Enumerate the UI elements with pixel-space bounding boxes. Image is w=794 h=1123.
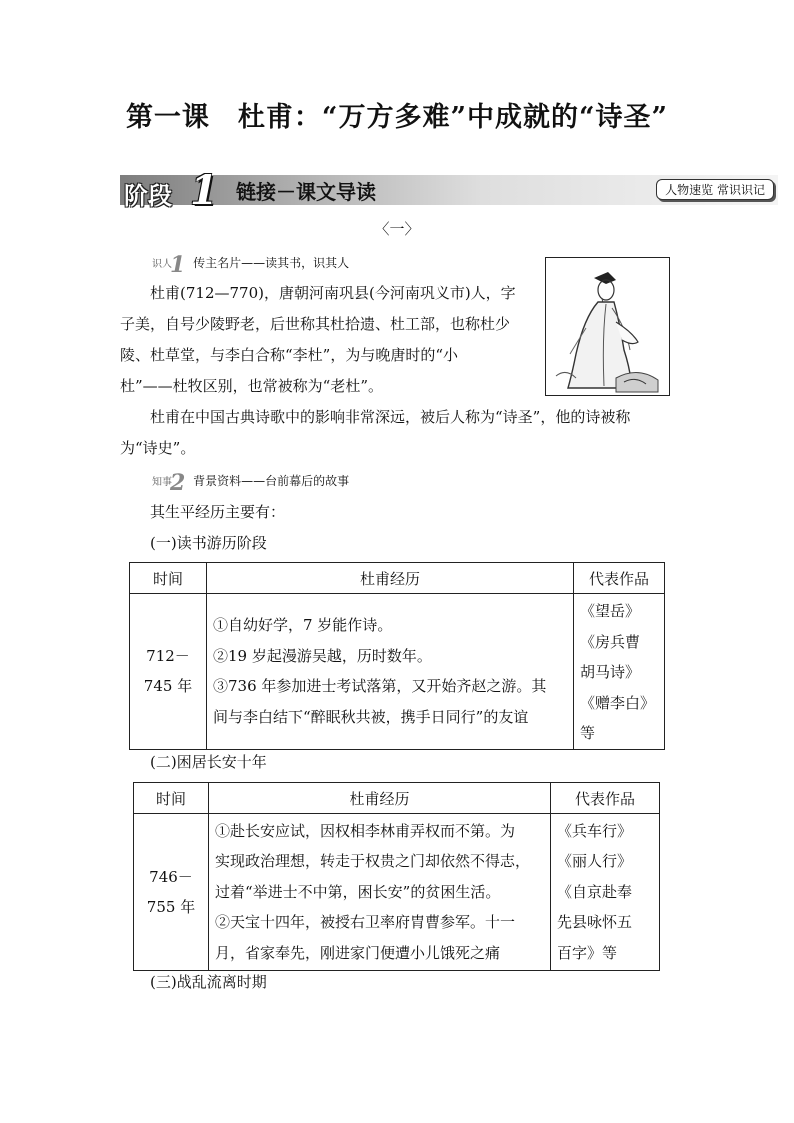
works-line: 《丽人行》: [557, 852, 633, 871]
works-line: 《房兵曹: [580, 632, 641, 651]
works-line: 百字》等: [557, 943, 618, 962]
table-header-works: 代表作品: [574, 563, 665, 594]
section2-mark: [152, 470, 185, 496]
bio-line: 陵、杜草堂，与李白合称“李杜”，为与晚唐时的“小: [120, 346, 459, 364]
experience-line: 过着“举进士不中第，困长安”的贫困生活。: [215, 882, 501, 901]
table-header-time: 时间: [134, 783, 209, 814]
works-line: 《赠李白》: [580, 693, 656, 712]
time-line: 755 年: [146, 898, 196, 916]
works-line: 《兵车行》: [557, 821, 633, 840]
table-header-time: 时间: [130, 563, 207, 594]
experience-cell: [209, 814, 551, 971]
banner-tag: 人物速览 常识识记: [656, 179, 774, 200]
life-intro: 其生平经历主要有：: [150, 503, 286, 521]
bio-line: 杜甫(712—770)，唐朝河南巩县(今河南巩义市)人，字: [150, 284, 516, 302]
time-cell: [134, 814, 209, 971]
influence-line: 为“诗史”。: [120, 439, 196, 457]
section1-mark-num: 1: [170, 252, 186, 278]
works-line: 《自京赴奉: [557, 882, 633, 901]
section2-mark-text: 知事: [152, 477, 172, 488]
stage-badge: [120, 167, 230, 214]
time-line: 745 年: [143, 677, 193, 696]
stage-banner: [120, 167, 780, 214]
life-table-1: [129, 562, 665, 750]
experience-line: 间与李白结下“醉眠秋共被，携手日同行”的友谊: [213, 707, 529, 726]
table-header-row: [134, 783, 660, 814]
table-header-experience: 杜甫经历: [207, 563, 574, 594]
works-line: 胡马诗》: [580, 663, 641, 681]
table-header-works: 代表作品: [551, 783, 660, 814]
works-line: 先县咏怀五: [557, 913, 633, 932]
experience-cell: [207, 594, 574, 750]
stage-word: 阶段: [124, 182, 172, 210]
period3-label: (三)战乱流离时期: [150, 973, 267, 991]
table-header-row: [130, 563, 665, 594]
experience-line: ①赴长安应试，因权相李林甫弄权而不第。为: [215, 821, 516, 840]
section2-mark-num: 2: [170, 470, 186, 496]
experience-line: ②天宝十四年，被授右卫率府胄曹参军。十一: [215, 913, 516, 932]
time-line: 746－: [149, 867, 193, 886]
bio-paragraph: [120, 278, 540, 402]
influence-paragraph: [120, 402, 710, 464]
table-row: [130, 594, 665, 750]
section1-heading-text: 传主名片——读其书，识其人: [193, 256, 350, 270]
section2-heading: [152, 470, 349, 496]
life-table-2: [133, 782, 660, 971]
subheading: 〈一〉: [374, 220, 420, 238]
works-cell: [551, 814, 660, 971]
works-cell: [574, 594, 665, 750]
stage-number: 1: [190, 167, 218, 214]
bio-line: 杜”——杜牧区别，也常被称为“老杜”。: [120, 377, 384, 395]
du-fu-portrait: [545, 257, 670, 396]
section2-heading-text: 背景资料——台前幕后的故事: [193, 474, 350, 488]
influence-line: 杜甫在中国古典诗歌中的影响非常深远，被后人称为“诗圣”，他的诗被称: [150, 408, 631, 426]
works-line: 等: [580, 724, 596, 742]
section1-heading: [152, 252, 349, 278]
section1-mark: [152, 252, 185, 278]
period2-label: (二)困居长安十年: [150, 753, 267, 771]
table-header-experience: 杜甫经历: [209, 783, 551, 814]
experience-line: ②19 岁起漫游吴越，历时数年。: [213, 646, 432, 665]
banner-label: 链接－课文导读: [236, 180, 376, 204]
period1-label: (一)读书游历阶段: [150, 534, 267, 552]
table-row: [134, 814, 660, 971]
works-line: 《望岳》: [580, 602, 641, 620]
page-title: 第一课 杜甫：“万方多难”中成就的“诗圣”: [125, 102, 669, 133]
time-cell: [130, 594, 207, 750]
portrait-figure: [546, 258, 669, 395]
experience-line: ①自幼好学，7 岁能作诗。: [213, 616, 393, 635]
experience-line: 实现政治理想，转走于权贵之门却依然不得志，: [215, 852, 531, 871]
section1-mark-text: 识人: [152, 259, 172, 270]
experience-line: 月，省家奉先，刚进家门便遭小儿饿死之痛: [215, 943, 501, 962]
time-line: 712－: [146, 646, 190, 665]
experience-line: ③736 年参加进士考试落第，又开始齐赵之游。其: [213, 677, 547, 696]
bio-line: 子美，自号少陵野老，后世称其杜拾遗、杜工部，也称杜少: [120, 315, 511, 333]
